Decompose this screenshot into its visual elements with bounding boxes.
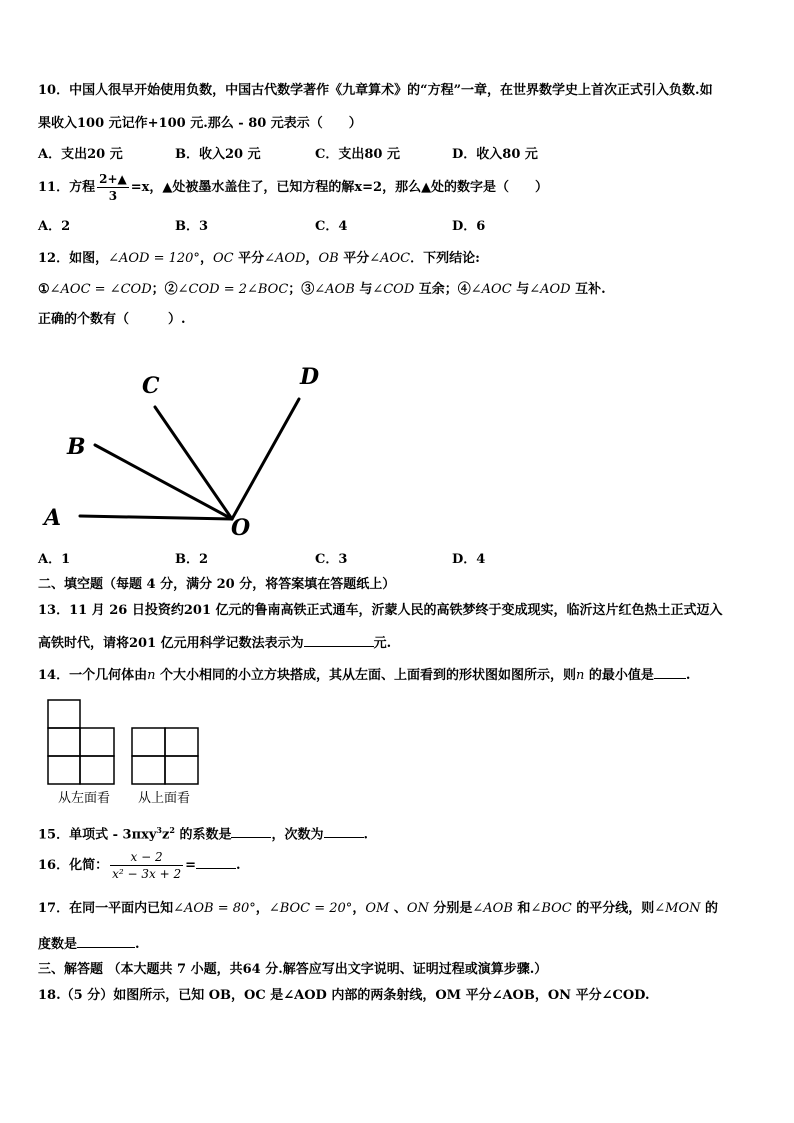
q12-line1 [38, 250, 480, 268]
q17-sep: ， [352, 901, 366, 916]
q12-ray-ob: OB [318, 251, 339, 266]
q14-answer-blank[interactable] [654, 666, 686, 679]
q17-ray-om: OM [365, 901, 390, 916]
q14-text: 的最小值是 [584, 668, 654, 683]
q14-text-end: . [685, 668, 691, 683]
q17-text: 的 [700, 901, 719, 916]
q17-text: 分别是 [428, 901, 473, 916]
q18-line: 18.（5 分）如图所示，已知 OB，OC 是∠AOD 内部的两条射线，OM 平分∠AOB，ON 平分∠COD. [38, 988, 650, 1003]
q16-numerator: x − 2 [110, 849, 183, 866]
label-a: A [44, 505, 62, 531]
q12-text: ．下列结论: [410, 251, 480, 266]
q12-text: 互补. [570, 282, 606, 297]
q16-denominator: x² − 3x + 2 [112, 867, 182, 881]
q12-ray-oc: OC [212, 251, 234, 266]
q12-option-a: A．1 [38, 552, 71, 567]
q10-line1: 10．中国人很早开始使用负数，中国古代数学著作《九章算术》的“方程”一章，在世界数学史上首次正式引入负数.如 [38, 83, 713, 98]
top-view-grid [132, 728, 198, 784]
ray-ob [95, 445, 232, 519]
q17-text-end: . [135, 937, 140, 952]
q12-conclusions [38, 281, 606, 299]
q14-views-figure [40, 695, 220, 805]
q17-text: 的平分线，则 [571, 901, 655, 916]
q12-angle-aoc: ∠AOC [369, 251, 411, 266]
q12-option-b: B．2 [175, 552, 209, 567]
q12-text: 平分 [233, 251, 265, 266]
q14-var-n: n [576, 668, 585, 683]
section2-heading: 二、填空题（每题 4 分，满分 20 分，将答案填在答题纸上） [38, 577, 396, 592]
q12-line3: 正确的个数有（ ）. [38, 312, 186, 327]
q17-ray-on: ON [406, 901, 429, 916]
q17-angle-mon: ∠MON [654, 901, 701, 916]
q11-option-c: C．4 [315, 219, 348, 234]
q11-numerator: 2+▲ [99, 172, 127, 186]
q11-fraction [97, 171, 129, 204]
q15-coefficient-blank[interactable] [231, 825, 271, 838]
q12-text: 与 [354, 282, 373, 297]
q16-answer-blank[interactable] [196, 856, 236, 869]
label-b: B [67, 434, 86, 460]
q17-angle-boc: ∠BOC [530, 901, 572, 916]
q12-option-c: C．3 [315, 552, 348, 567]
q10-option-c: C．支出80 元 [315, 147, 400, 162]
q11-option-b: B．3 [175, 219, 209, 234]
q12-text: 平分 [338, 251, 370, 266]
q15-exp2: 2 [169, 825, 175, 835]
q14-text: 14．一个几何体由 [38, 668, 148, 683]
q12-c3c: ∠COD [372, 282, 415, 297]
q17-line1 [38, 900, 718, 918]
q16-text-end: . [235, 858, 241, 873]
section3-heading: 三、解答题 （本大题共 7 小题，共64 分.解答应写出文字说明、证明过程或演算步骤.） [38, 962, 548, 977]
left-view-grid [48, 700, 114, 784]
q12-option-d: D．4 [452, 552, 486, 567]
q10-line2: 果收入100 元记作+100 元.那么 - 80 元表示（ ） [38, 116, 362, 131]
q12-c3: ∠AOB [314, 282, 355, 297]
q11-suffix: =x，▲处被墨水盖住了，已知方程的解x=2，那么▲处的数字是（ ） [130, 180, 549, 195]
q12-text: ① [38, 282, 50, 297]
q16-line [38, 846, 241, 886]
q17-sep: 、 [389, 901, 407, 916]
q11-denominator: 3 [108, 189, 118, 203]
q16-fraction [110, 849, 183, 882]
label-c: C [142, 373, 160, 399]
q15-exp1: 3 [156, 825, 162, 835]
q12-c1: ∠AOC = ∠COD [49, 282, 152, 297]
ray-od [232, 399, 299, 519]
q17-angle-aob: ∠AOB [472, 901, 513, 916]
q12-text: ；② [151, 282, 178, 297]
q12-c2: ∠COD = 2∠BOC [177, 282, 289, 297]
q11-option-d: D．6 [452, 219, 486, 234]
q12-cond-aod: ∠AOD = 120° [108, 251, 200, 266]
q12-c4c: ∠AOD [529, 282, 571, 297]
q11-option-a: A．2 [38, 219, 71, 234]
q17-line2 [38, 935, 140, 954]
q17-text: 度数是 [38, 937, 78, 952]
q12-text: 与 [511, 282, 530, 297]
q13-line1: 13．11 月 26 日投资约201 亿元的鲁南高铁正式通车，沂蒙人民的高铁梦终于变成现实，临沂这片红色热土正式迈入 [38, 603, 723, 618]
q15-text: 15．单项式 - 3πxy [38, 827, 157, 843]
q12-sep: ， [305, 251, 319, 266]
q15-text: z [161, 827, 170, 843]
q11-prefix: 11．方程 [38, 180, 96, 195]
q17-text: 和 [512, 901, 531, 916]
q11-line [38, 170, 548, 206]
q17-answer-blank[interactable] [77, 935, 135, 948]
q17-text: 17．在同一平面内已知 [38, 901, 174, 916]
q14-line [38, 666, 690, 685]
q13-text: 高铁时代，请将201 亿元用科学记数法表示为 [38, 636, 304, 651]
caption-left-view: 从左面看 [58, 791, 111, 805]
q16-text: 16．化简： [38, 858, 109, 873]
q10-option-d: D．收入80 元 [452, 147, 538, 162]
q15-text: 的系数是 [174, 827, 232, 843]
q13-text-end: 元. [373, 636, 392, 651]
q13-line2 [38, 634, 391, 653]
q12-text: 12．如图， [38, 251, 109, 266]
q15-text: ，次数为 [271, 827, 324, 843]
q14-var-n: n [147, 668, 156, 683]
ray-oa [80, 516, 232, 519]
q15-text-end: . [363, 827, 369, 843]
q15-line [38, 821, 368, 844]
q12-text: 互余；④ [414, 282, 471, 297]
label-o: O [231, 515, 251, 541]
q17-sep: ， [255, 901, 269, 916]
q12-angle-aod: ∠AOD [264, 251, 306, 266]
q10-option-b: B．收入20 元 [175, 147, 261, 162]
q15-degree-blank[interactable] [324, 825, 364, 838]
q16-eq: = [185, 858, 196, 873]
q10-option-a: A．支出20 元 [38, 147, 123, 162]
q12-text: ；③ [288, 282, 315, 297]
q12-sep: ， [199, 251, 213, 266]
q12-c4: ∠AOC [470, 282, 512, 297]
ray-oc [155, 407, 232, 519]
q17-cond1: ∠AOB = 80° [173, 901, 256, 916]
q13-answer-blank[interactable] [304, 634, 374, 647]
caption-top-view: 从上面看 [138, 791, 191, 805]
q12-angle-figure [0, 355, 360, 545]
q17-cond2: ∠BOC = 20° [268, 901, 353, 916]
q14-text: 个大小相同的小立方块搭成，其从左面、上面看到的形状图如图所示，则 [155, 668, 576, 683]
label-d: D [300, 364, 320, 390]
